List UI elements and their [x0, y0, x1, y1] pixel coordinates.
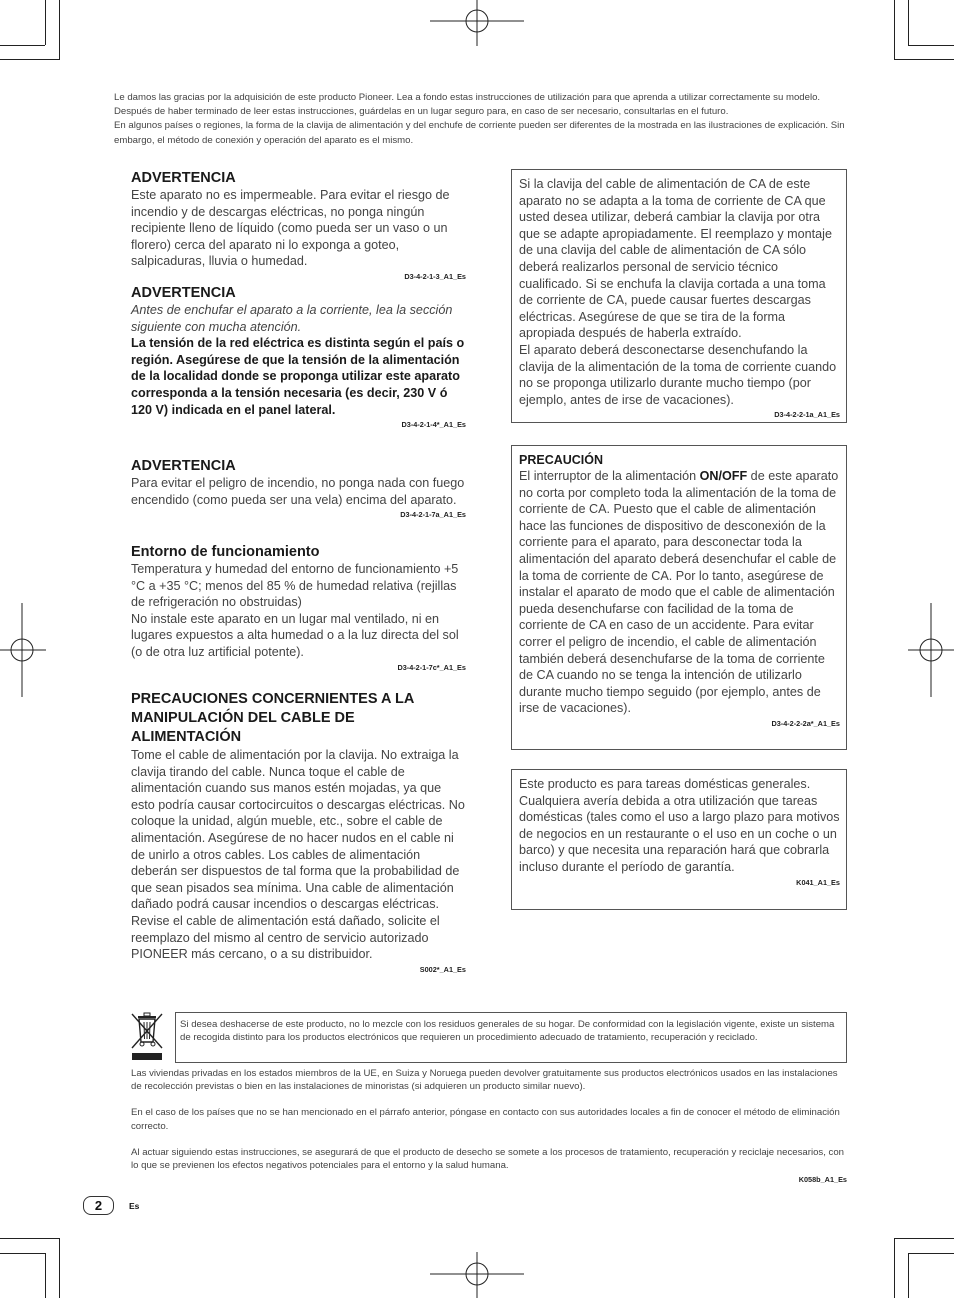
intro-paragraph: En algunos países o regiones, la forma de la clavija de alimentación y del enchufe de corriente pueden ser diferentes de la mostrada en las ilustraciones de explicación. Sin embargo, el método de conexión y operación del aparato es el mismo. — [114, 120, 845, 146]
caution-box — [511, 445, 847, 750]
warning-section-1 — [131, 169, 466, 282]
section-italic-text: Antes de enchufar el aparato a la corriente, lea la sección siguiente con mucha atención. — [131, 303, 453, 334]
caution-heading: PRECAUCIÓN — [519, 453, 604, 467]
section-heading: ADVERTENCIA — [131, 285, 236, 301]
page-number: 2 — [83, 1196, 114, 1215]
section-text: Tome el cable de alimentación por la clavija. No extraiga la clavija tirando del cable. Nunca toque el cable de alimentación cuando sus manos estén mojadas, ya que esto podría causar cortocircuitos o descargas eléctricas. No coloque la unidad, algún mueble, etc., sobre el cable de alimentación. Asegúrese de no hacer nudos en el cable ni de unirlo a otros cables. Los cables de alimentación deberán ser dispuestos de tal forma que la probabilidad de que sean pisados sea mínima. Una cable de alimentación dañado podrá causar incendios o descargas eléctricas. Revise el cable de alimentación está dañado, solicite el reemplazo del mismo al centro de servicio autorizado PIONEER más cercano, o a su distribuidor. — [131, 748, 465, 962]
reference-code: K058b_A1_Es — [798, 1175, 847, 1185]
disposal-notice-box — [175, 1012, 847, 1063]
box-text-part: El interruptor de la alimentación — [519, 469, 700, 483]
language-label: Es — [129, 1201, 140, 1211]
section-text: Para evitar el peligro de incendio, no ponga nada con fuego encendido (como pueda ser una vela) encima del aparato. — [131, 476, 465, 507]
reference-code: D3-4-2-1-4*_A1_Es — [401, 420, 466, 430]
reference-code: K041_A1_Es — [796, 877, 840, 887]
reference-code: D3-4-2-1-3_A1_Es — [404, 271, 466, 281]
box-text-part: de este aparato no corta por completo toda la alimentación de la toma de corriente de CA. Puesto que el cable de alimentación hace las funciones de dispositivo de desconexión de la corriente para el aparato, para desconectar toda la alimentación del aparato deberá desenchufar el cable de la toma de corriente de CA. Por lo tanto, asegúrese de instalar el aparato de modo que el cable de alimentación pueda desenchufarse con facilidad de la toma de corriente de CA en caso de un accidente. Para evitar correr el peligro de incendio, el cable de alimentación también deberá desenchufarse de la toma de corriente de CA cuando no se tenga la intención de utilizarlo durante mucho tiempo seguido (por ejemplo, antes de irse de vacaciones). — [519, 469, 839, 716]
disposal-paragraph: Al actuar siguiendo estas instrucciones, se asegurará de que el producto de desecho se somete a los procesos de tratamiento, recuperación y reciclaje necesarios, con lo que se previenen los efectos negativos potenciales para el entorno y la salud humana. — [131, 1146, 845, 1172]
reference-code: D3-4-2-2-1a_A1_Es — [774, 410, 840, 420]
registration-mark-right — [908, 603, 954, 697]
registration-mark-left — [0, 603, 46, 697]
intro-paragraph: Le damos las gracias por la adquisición de este producto Pioneer. Lea a fondo estas instrucciones de utilización para que aprenda a utilizar correctamente su modelo. Después de haber terminado de leer estas instrucciones, guárdelas en un lugar seguro para, en caso de ser necesario, consultarlas en el futuro. — [114, 92, 821, 118]
section-heading: Entorno de funcionamiento — [131, 544, 320, 560]
reference-code: S002*_A1_Es — [419, 964, 466, 974]
plug-replacement-box — [511, 169, 847, 423]
environment-section — [131, 543, 466, 673]
registration-mark-bottom — [430, 1252, 524, 1298]
disposal-notice-text: Si desea deshacerse de este producto, no lo mezcle con los residuos generales de su hogar. De conformidad con la legislación vigente, existe un sistema de recogida distinto para los productos electrónicos que requieren un procedimiento adecuado de tratamiento, recuperación y reciclado. — [180, 1019, 835, 1044]
power-cable-section — [131, 690, 466, 975]
section-heading: ADVERTENCIA — [131, 170, 236, 186]
section-text: No instale este aparato en un lugar mal ventilado, ni en lugares expuestos a alta humedad o a la luz directa del sol (o de otra luz artificial potente). — [131, 611, 459, 659]
warning-section-3 — [131, 457, 466, 520]
section-text: Temperatura y humedad del entorno de funcionamiento +5 °C a +35 °C; menos del 85 % de humedad relativa (rejillas de refrigeración no obstruidas) — [131, 562, 459, 610]
box-text — [519, 468, 840, 717]
on-off-label: ON/OFF — [699, 469, 748, 483]
disposal-instructions — [131, 1067, 847, 1185]
reference-code: D3-4-2-1-7a_A1_Es — [400, 510, 466, 520]
disposal-paragraph: Las viviendas privadas en los estados miembros de la UE, en Suiza y Noruega pueden devolver gratuitamente sus productos electrónicos usados en las instalaciones de recolección previstas o bien en las instalaciones de minoristas (si adquieren un producto similar nuevo). — [131, 1068, 838, 1093]
box-text: El aparato deberá desconectarse desenchufando la clavija de la alimentación de la toma de corriente cuando no se proponga utilizarlo durante mucho tiempo (por ejemplo, antes de irse de vacaciones). — [519, 342, 837, 407]
reference-code: D3-4-2-1-7c*_A1_Es — [397, 662, 466, 672]
intro-text — [114, 91, 859, 148]
box-text: Si la clavija del cable de alimentación de CA de este aparato no se adapta a la toma de corriente de CA que usted desea utilizar, deberá cambiar la clavija por otra que se adapte apropiadamente. El reemplazo y montaje de una clavija del cable de alimentación de CA sólo deberá realizarlos personal de servicio técnico cualificado. Si se enchufa la clavija cortada a una toma de corriente de CA, puede causar fuertes descargas eléctricas. Asegúrese de que se tira de la forma apropiada después de haberla extraído. — [519, 177, 832, 341]
reference-code: D3-4-2-2-2a*_A1_Es — [771, 718, 840, 728]
warning-section-2 — [131, 284, 466, 430]
section-heading: ADVERTENCIA — [131, 458, 236, 474]
section-bold-text: La tensión de la red eléctrica es distinta según el país o región. Asegúrese de que la tensión de la alimentación de la localidad donde se proponga utilizar este aparato corresponda a la tensión necesaria (es decir, 230 V ó 120 V) indicada en el panel lateral. — [131, 336, 465, 417]
registration-mark-top — [430, 0, 524, 46]
section-text: Este aparato no es impermeable. Para evitar el riesgo de incendio y de descargas eléctricas, no ponga ningún recipiente lleno de líquido (como pueda ser un vaso o un florero) cerca del aparato ni lo exponga a goteo, salpicaduras, lluvia o humedad. — [131, 188, 450, 269]
household-use-box — [511, 769, 847, 910]
section-heading: PRECAUCIONES CONCERNIENTES A LA MANIPULACIÓN DEL CABLE DE ALIMENTACIÓN — [131, 691, 414, 745]
disposal-paragraph: En el caso de los países que no se han mencionado en el párrafo anterior, póngase en contacto con sus autoridades locales a fin de conocer el método de eliminación correcto. — [131, 1107, 840, 1132]
box-text: Este producto es para tareas domésticas generales. Cualquiera avería debida a otra utilización que tareas domésticas (tales como el uso a largo plazo para motivos de negocios en un restaurante o el uso en un coche o un barco) y que necesita una reparación hará que cobrarla incluso durante el período de garantía. — [519, 777, 840, 874]
crossed-out-bin-icon — [129, 1010, 165, 1062]
